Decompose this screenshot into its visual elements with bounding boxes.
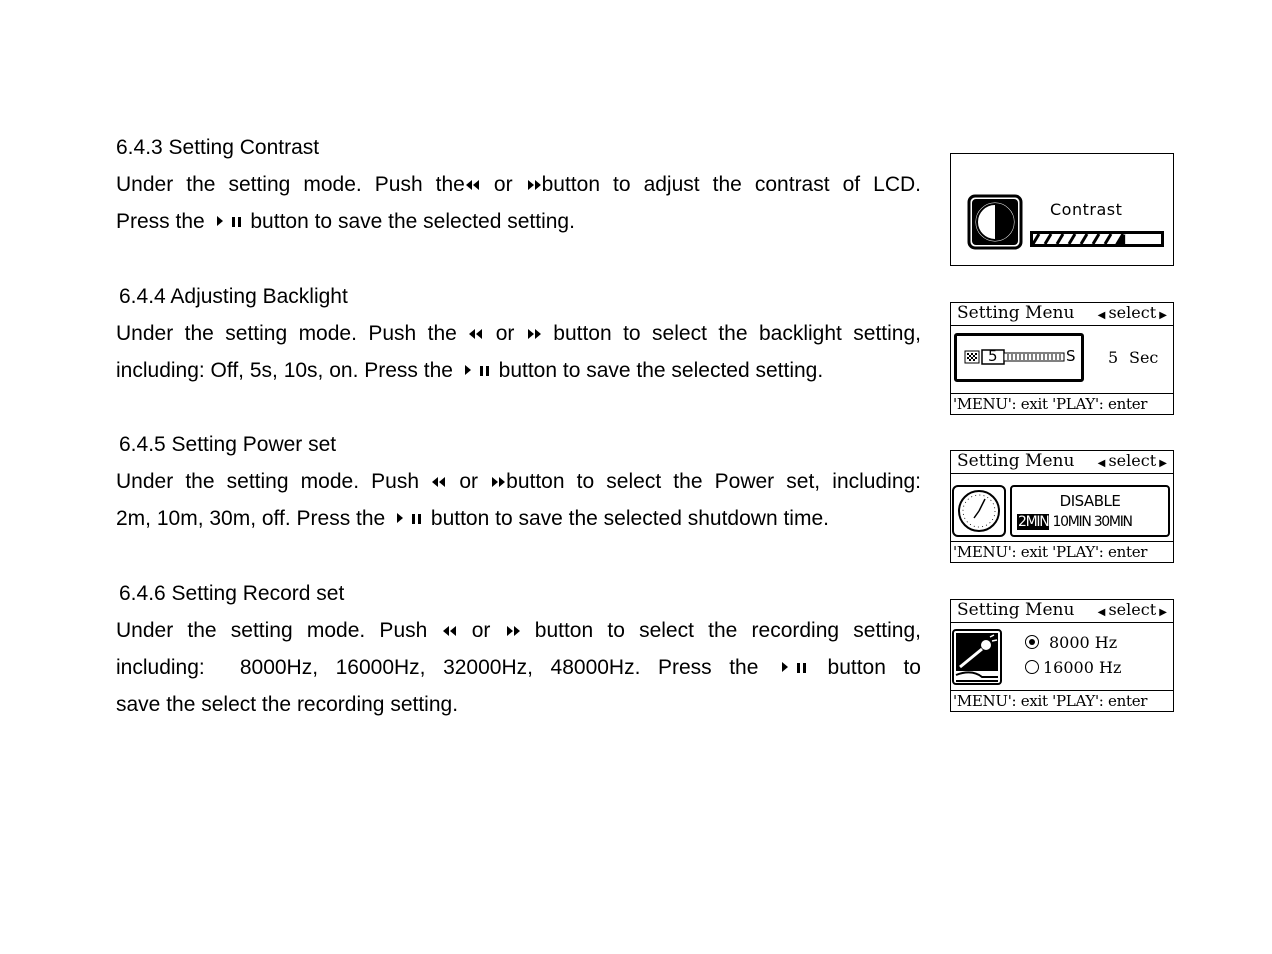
power-screen	[950, 450, 1174, 563]
record-option-row	[1025, 658, 1121, 677]
text-line: Under the setting mode. Push or button to select the Power set, including:	[116, 463, 921, 500]
section-heading: 6.4.5 Setting Power set	[119, 433, 337, 456]
record-body	[951, 623, 1173, 690]
power-body	[951, 474, 1173, 541]
rewind-icon	[442, 613, 458, 650]
power-current: DISABLE	[1059, 492, 1121, 510]
menu-header	[951, 451, 1173, 474]
select-hint: ◀ select ▶	[1097, 451, 1167, 470]
record-screen	[950, 599, 1174, 712]
section-contrast	[116, 129, 921, 240]
fast-forward-icon	[505, 613, 521, 650]
backlight-body	[951, 326, 1173, 393]
rewind-icon	[468, 316, 484, 353]
text-line: 2m, 10m, 30m, off. Press the button to save the selected shutdown time.	[116, 500, 921, 537]
play-pause-icon	[211, 204, 245, 241]
fast-forward-icon	[526, 316, 542, 353]
fast-forward-icon	[490, 464, 506, 501]
right-arrow-icon: ▶	[1156, 310, 1167, 321]
text-line: Under the setting mode. Push or button to select the recording setting,	[116, 612, 921, 649]
text-line: Press the button to save the selected setting.	[116, 203, 921, 240]
backlight-gauge	[964, 346, 1074, 368]
play-pause-icon	[776, 650, 810, 687]
menu-footer: 'MENU': exit 'PLAY': enter	[951, 393, 1173, 414]
section-heading: 6.4.3 Setting Contrast	[116, 136, 320, 159]
power-options	[1017, 514, 1132, 530]
text-line: Under the setting mode. Push the or button to select the backlight setting,	[116, 315, 921, 352]
left-arrow-icon: ◀	[1097, 458, 1109, 469]
menu-header	[951, 600, 1173, 623]
backlight-value: 5	[1108, 348, 1119, 367]
section-heading: 6.4.6 Setting Record set	[119, 582, 345, 605]
menu-header	[951, 303, 1173, 326]
power-option: 10MIN	[1052, 514, 1091, 530]
section-backlight	[116, 278, 921, 389]
fast-forward-icon	[526, 167, 542, 204]
select-hint: ◀ select ▶	[1097, 600, 1167, 619]
section-body	[116, 612, 921, 723]
backlight-box	[954, 333, 1084, 382]
text-line: including: 8000Hz, 16000Hz, 32000Hz, 48000Hz. Press the button to	[116, 649, 921, 686]
contrast-label: Contrast	[1050, 200, 1123, 219]
menu-title: Setting Menu	[957, 600, 1075, 620]
menu-title: Setting Menu	[957, 451, 1075, 471]
microphone-icon	[952, 629, 1004, 687]
power-option: 30MIN	[1093, 514, 1132, 530]
right-arrow-icon: ▶	[1156, 458, 1167, 469]
section-body	[116, 463, 921, 537]
radio-icon	[1025, 635, 1039, 649]
power-options-box	[1010, 485, 1170, 537]
left-arrow-icon: ◀	[1097, 310, 1109, 321]
section-body	[116, 166, 921, 240]
menu-title: Setting Menu	[957, 303, 1075, 323]
backlight-unit: Sec	[1129, 348, 1159, 367]
menu-footer: 'MENU': exit 'PLAY': enter	[951, 541, 1173, 562]
contrast-level-bar	[1029, 230, 1165, 248]
record-option-label: 8000 Hz	[1049, 633, 1118, 652]
power-option: 2MIN	[1018, 514, 1049, 530]
text-line: Under the setting mode. Push the or button to adjust the contrast of LCD.	[116, 166, 921, 203]
menu-footer: 'MENU': exit 'PLAY': enter	[951, 690, 1173, 711]
play-pause-icon	[459, 353, 493, 390]
radio-icon	[1025, 660, 1039, 674]
section-power	[116, 426, 921, 537]
section-body	[116, 315, 921, 389]
right-arrow-icon: ▶	[1156, 607, 1167, 618]
play-pause-icon	[391, 501, 425, 538]
record-option-label: 16000 Hz	[1043, 658, 1122, 677]
text-line: save the select the recording setting.	[116, 693, 459, 716]
backlight-screen	[950, 302, 1174, 415]
text-line: including: Off, 5s, 10s, on. Press the button to save the selected setting.	[116, 352, 921, 389]
backlight-box-unit: S	[1066, 347, 1076, 365]
section-record	[116, 575, 921, 723]
rewind-icon	[465, 167, 481, 204]
left-arrow-icon: ◀	[1097, 607, 1109, 618]
record-option-row	[1025, 633, 1117, 652]
backlight-box-value: 5	[988, 347, 998, 365]
clock-icon	[952, 485, 1006, 537]
select-hint: ◀ select ▶	[1097, 303, 1167, 322]
rewind-icon	[431, 464, 447, 501]
contrast-icon	[967, 194, 1027, 254]
section-heading: 6.4.4 Adjusting Backlight	[119, 285, 348, 308]
contrast-screen	[950, 153, 1174, 266]
